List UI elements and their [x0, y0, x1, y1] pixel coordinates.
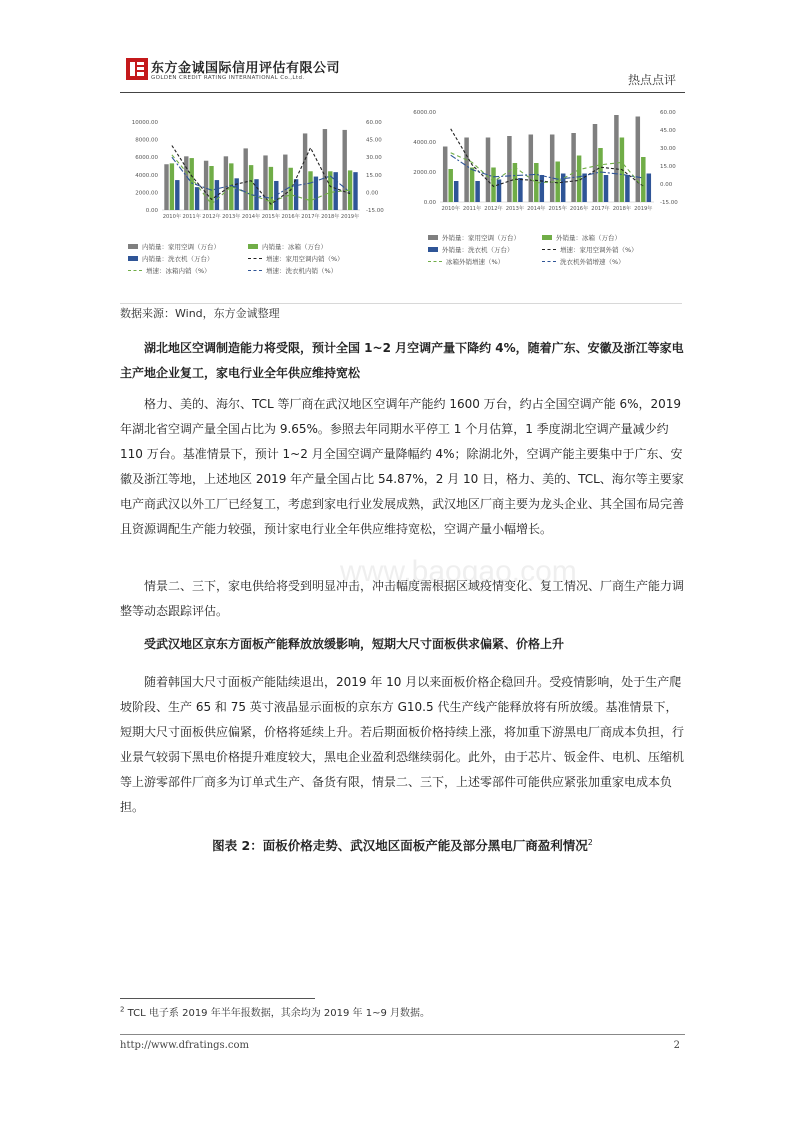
bar-1: [486, 138, 491, 203]
bar-2: [577, 156, 582, 203]
y-tick-label: 0.00: [423, 200, 436, 206]
bar-3: [175, 180, 179, 210]
x-tick-label: 2017年: [301, 214, 320, 220]
figure-caption: 图表 2：面板价格走势、武汉地区面板产能及部分黑电厂商盈利情况$^2$: [212, 837, 593, 853]
bar-3: [475, 181, 480, 202]
y-tick-label: 0.00: [145, 208, 158, 214]
x-tick-label: 2014年: [241, 214, 261, 220]
bar-1: [571, 133, 576, 202]
y-tick-label: 8000.00: [135, 137, 158, 144]
footer-url[interactable]: http://www.dfratings.com: [120, 1040, 249, 1051]
bar-3: [647, 174, 652, 203]
y2-tick-label: 0.00: [660, 182, 673, 188]
y2-tick-label: 30.00: [366, 155, 382, 162]
bar-3: [518, 178, 523, 202]
bar-2: [598, 148, 603, 202]
y2-tick-label: 45.00: [660, 128, 676, 134]
chart-export-svg: [402, 96, 682, 226]
footnote-ref: 2: [587, 837, 593, 847]
bar-1: [283, 155, 287, 210]
y2-tick-label: 60.00: [660, 110, 676, 116]
bar-3: [254, 179, 258, 210]
y-tick-label: 4000.00: [135, 172, 158, 179]
x-tick-label: 2015年: [261, 214, 281, 220]
footnote-divider: [120, 998, 315, 999]
company-name-cn: 东方金诚国际信用评估有限公司: [151, 61, 341, 76]
section-label: 热点点评: [627, 73, 676, 87]
bar-2: [190, 158, 194, 210]
y2-tick-label: 45.00: [366, 137, 382, 144]
x-tick-label: 2016年: [281, 214, 300, 220]
bar-1: [593, 124, 598, 202]
page-number: 2: [673, 1040, 680, 1051]
bar-2: [170, 163, 174, 210]
y-tick-label: 2000.00: [413, 170, 436, 176]
y2-tick-label: 15.00: [366, 172, 382, 179]
x-tick-label: 2011年: [182, 214, 201, 220]
y2-tick-label: -15.00: [366, 208, 384, 214]
x-tick-label: 2010年: [162, 214, 182, 220]
footnote-mark: 2: [120, 1005, 125, 1014]
bar-3: [625, 175, 630, 202]
bar-1: [507, 136, 512, 202]
y-tick-label: 2000.00: [135, 190, 158, 197]
legend-item: 增速：洗衣机内销（%）: [248, 266, 337, 275]
figure-domestic-export-sales: [120, 96, 682, 304]
y-tick-label: 6000.00: [413, 110, 436, 116]
chart-domestic-svg: [120, 96, 400, 236]
y2-tick-label: -15.00: [660, 200, 678, 206]
x-tick-label: 2014年: [527, 206, 546, 212]
bar-1: [529, 135, 534, 203]
legend-item: 增速：家用空调内销（%）: [248, 254, 344, 263]
bar-3: [334, 172, 338, 210]
bar-3: [353, 172, 357, 210]
x-tick-label: 2019年: [340, 214, 360, 220]
legend-item: 增速：冰箱内销（%）: [128, 266, 211, 275]
bar-1: [343, 130, 347, 210]
bar-3: [294, 179, 298, 210]
company-name-en: GOLDEN CREDIT RATING INTERNATIONAL Co.,Ltd.: [151, 75, 305, 81]
bar-1: [443, 147, 448, 203]
header-divider: [120, 92, 685, 93]
y-tick-label: 4000.00: [413, 140, 436, 146]
bar-1: [550, 135, 555, 203]
heading-panels: 受武汉地区京东方面板产能释放放缓影响，短期大尺寸面板供求偏紧、价格上升: [144, 637, 565, 651]
x-tick-label: 2013年: [222, 214, 241, 220]
bar-2: [555, 162, 560, 203]
bar-1: [224, 156, 228, 210]
bar-3: [497, 180, 502, 203]
bar-1: [636, 117, 641, 203]
legend-item: 洗衣机外销增速（%）: [542, 257, 625, 266]
footer-divider: [120, 1034, 685, 1035]
legend-item: 内销量：洗衣机（万台）: [128, 254, 214, 263]
heading-aircon: 湖北地区空调制造能力将受限，预计全国 1~2 月空调产量下降约 4%，随着广东、安徽及浙江等家电主产地企业复工，家电行业全年供应维持宽松: [120, 341, 684, 380]
chart-domestic-sales: [120, 96, 400, 303]
bar-1: [244, 148, 248, 210]
paragraph-panels: 随着韩国大尺寸面板产能陆续退出，2019 年 10 月以来面板价格企稳回升。受疫情影响，处于生产爬坡阶段、生产 65 和 75 英寸液晶显示面板的京东方 G10.5 代生产线产能释放将有所放缓。基准情景下，短期大尺寸面板供应偏紧，价格将延续上升。若后期面板价格持续上涨，将加重下游黑电厂商成本负担，行业景气较弱下黑电价格提升难度较大，黑电企业盈利恐继续弱化。此外，由于芯片、钣金件、电机、压缩机等上游零部件厂商多为订单式生产、备货有限，情景二、三下，上述零部件可能供应紧张加重家电成本负担。: [120, 675, 685, 814]
legend-item: 外销量：家用空调（万台）: [428, 233, 520, 242]
x-tick-label: 2013年: [505, 206, 525, 212]
y2-tick-label: 30.00: [660, 146, 676, 152]
y2-tick-label: 0.00: [366, 190, 379, 197]
y2-tick-label: 15.00: [660, 164, 676, 170]
bar-1: [204, 161, 208, 210]
paragraph-scenarios: 情景二、三下，家电供给将受到明显冲击，冲击幅度需根据区域疫情变化、复工情况、厂商生产能力调整等动态跟踪评估。: [120, 579, 685, 618]
bar-3: [540, 175, 545, 202]
y-tick-label: 6000.00: [135, 155, 158, 162]
bar-3: [454, 181, 459, 202]
legend-item: 外销量：洗衣机（万台）: [428, 245, 514, 254]
x-tick-label: 2015年: [548, 206, 567, 212]
x-tick-label: 2018年: [321, 214, 340, 220]
chart-export-sales: [402, 96, 682, 303]
bar-1: [614, 115, 619, 202]
y2-tick-label: 60.00: [366, 120, 382, 126]
bar-3: [604, 175, 609, 202]
bar-3: [235, 178, 239, 210]
legend-item: 外销量：冰箱（万台）: [542, 233, 621, 242]
x-tick-label: 2012年: [484, 206, 503, 212]
bar-2: [641, 157, 646, 202]
x-tick-label: 2011年: [462, 206, 482, 212]
y-tick-label: 10000.00: [131, 120, 158, 126]
paragraph-aircon: 格力、美的、海尔、TCL 等厂商在武汉地区空调年产能约 1600 万台，约占全国空调产能 6%，2019 年湖北省空调产量全国占比为 9.65%。参照去年同期水平停工 1 个月估算，1 季度湖北空调产量减少约 110 万台。基准情景下，预计 1~2 月全国空调产量降幅约 4%；除湖北外，空调产能主要集中于广东、安徽及浙江等地，上述地区 2019 年产量全国占比 54.87%，2 月 10 日，格力、美的、TCL、海尔等主要家电产商武汉以外工厂已经复工，考虑到家电行业发展成熟，武汉地区厂商主要为龙头企业、其全国布局完善且资源调配生产能力较强，预计家电行业全年供应维持宽松，空调产量小幅增长。: [120, 397, 685, 536]
bar-3: [195, 187, 199, 210]
x-tick-label: 2010年: [441, 206, 460, 212]
bar-2: [308, 171, 312, 210]
watermark: www.baogao.com: [340, 555, 577, 588]
bar-3: [582, 174, 587, 203]
x-tick-label: 2017年: [591, 206, 610, 212]
legend-item: 增速：家用空调外销（%）: [542, 245, 638, 254]
footnote: $^2$ TCL 电子系 2019 年半年报数据，其余均为 2019 年 1~9 月数据。: [120, 1005, 430, 1019]
bar-2: [249, 165, 253, 210]
x-tick-label: 2018年: [612, 206, 632, 212]
bar-1: [323, 129, 327, 210]
legend-item: 内销量：家用空调（万台）: [128, 242, 220, 251]
data-source: 数据来源：Wind，东方金诚整理: [120, 307, 280, 320]
bar-2: [470, 168, 475, 203]
x-tick-label: 2012年: [202, 214, 221, 220]
company-logo-icon: [126, 58, 148, 80]
bar-1: [464, 138, 469, 203]
x-tick-label: 2019年: [634, 206, 653, 212]
legend-item: 内销量：冰箱（万台）: [248, 242, 327, 251]
legend-item: 冰箱外销增速（%）: [428, 257, 504, 266]
bar-2: [448, 169, 453, 202]
bar-1: [164, 164, 168, 210]
x-tick-label: 2016年: [569, 206, 589, 212]
bar-1: [263, 155, 267, 210]
